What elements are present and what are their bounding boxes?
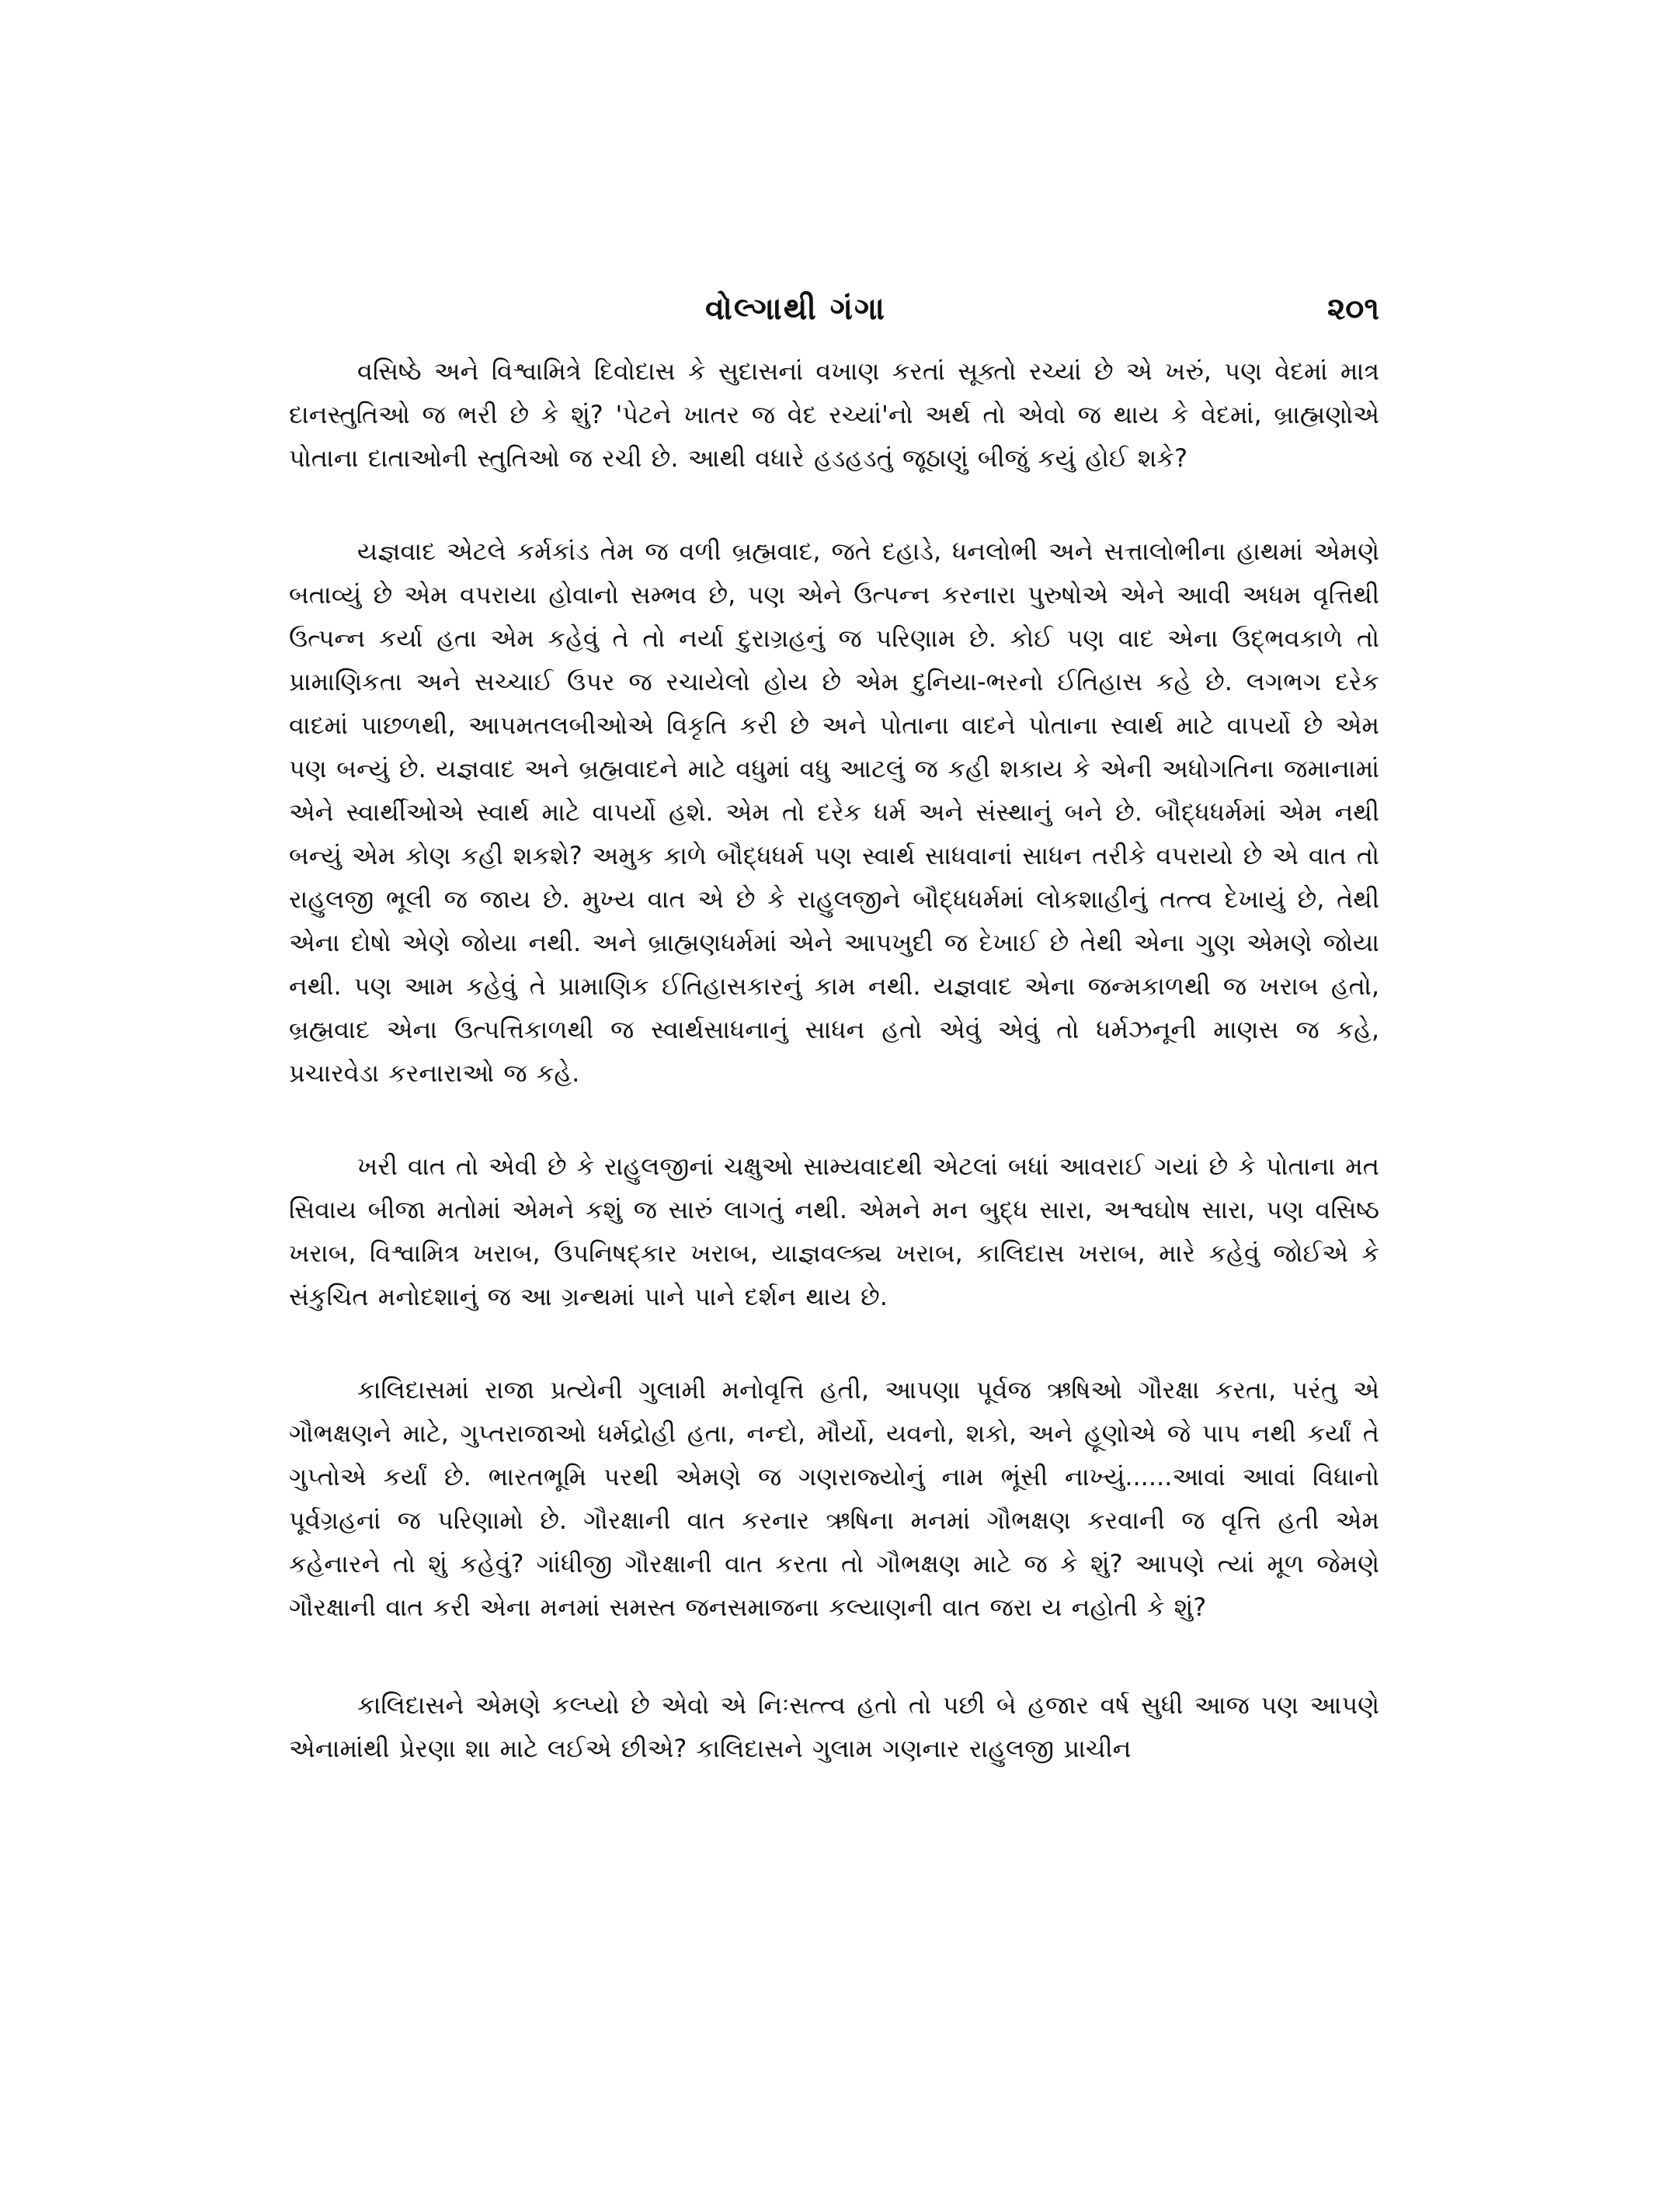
paragraph: યજ્ઞવાદ એટલે કર્મકાંડ તેમ જ વળી બ્રહ્મવાદ, જતે દહાડે, ધનલોભી અને સત્તાલોભીના હાથમાં એમણે બતાવ્યું છે એમ વપરાયા હોવાનો સમ્ભવ છે, પણ એને ઉત્પન્ન કરનારા પુરુષોએ એને આવી અધમ વૃત્તિથી ઉત્પન્ન કર્યા હતા એમ કહેવું તે તો નર્યા દુરાગ્રહનું જ પરિણામ છે. કોઈ પણ વાદ એના ઉદ્ભવકાળે તો પ્રામાણિકતા અને સચ્ચાઈ ઉપર જ રચાયેલો હોય છે એમ દુનિયા-ભરનો ઈતિહાસ કહે છે. લગભગ દરેક વાદમાં પાછળથી, આપમતલબીઓએ વિકૃતિ કરી છે અને પોતાના વાદને પોતાના સ્વાર્થ માટે વાપર્યો છે એમ પણ બન્યું છે. યજ્ઞવાદ અને બ્રહ્મવાદને માટે વધુમાં વધુ આટલું જ કહી શકાય કે એની અધોગતિના જમાનામાં એને સ્વાર્થીઓએ સ્વાર્થ માટે વાપર્યો હશે. એમ તો દરેક ધર્મ અને સંસ્થાનું બને છે. બૌદ્ધધર્મમાં એમ નથી બન્યું એમ કોણ કહી શકશે? અમુક કાળે બૌદ્ધધર્મ પણ સ્વાર્થ સાધવાનાં સાધન તરીકે વપરાયો છે એ વાત તો રાહુલજી ભૂલી જ જાય છે. મુખ્ય વાત એ છે કે રાહુલજીને બૌદ્ધધર્મમાં લોકશાહીનું તત્ત્વ દેખાયું છે, તેથી એના દોષો એણે જોયા નથી. અને બ્રાહ્મણધર્મમાં એને આપખુદી જ દેખાઈ છે તેથી એના ગુણ એમણે જોયા નથી. પણ આમ કહેવું તે પ્રામાણિક ઈતિહાસકારનું કામ નથી. યજ્ઞવાદ એના જન્મકાળથી જ ખરાબ હતો, બ્રહ્મવાદ એના ઉત્પત્તિકાળથી જ સ્વાર્થસાધનાનું સાધન હતો એવું એવું તો ધર્મઝનૂની માણસ જ કહે, પ્રચારવેડા કરનારાઓ જ કહે. (289, 537, 1379, 1088)
paragraph: કાલિદાસમાં રાજા પ્રત્યેની ગુલામી મનોવૃત્તિ હતી, આપણા પૂર્વજ ઋષિઓ ગૌરક્ષા કરતા, પરંતુ એ ગૌભક્ષણને માટે, ગુપ્તરાજાઓ ધર્મદ્રોહી હતા, નન્દો, મૌર્યો, યવનો, શકો, અને હૂણોએ જે પાપ નથી કર્યાં તે ગુપ્તોએ કર્યાં છે. ભારતભૂમિ પરથી એમણે જ ગણરાજ્યોનું નામ ભૂંસી નાખ્યું......આવાં આવાં વિધાનો પૂર્વગ્રહનાં જ પરિણામો છે. ગૌરક્ષાની વાત કરનાર ઋષિના મનમાં ગૌભક્ષણ કરવાની જ વૃત્તિ હતી એમ કહેનારને તો શું કહેવું? ગાંધીજી ગૌરક્ષાની વાત કરતા તો ગૌભક્ષણ માટે જ કે શું? આપણે ત્યાં મૂળ જેમણે ગૌરક્ષાની વાત કરી એના મનમાં સમસ્ત જનસમાજના કલ્યાણની વાત જરા ય નહોતી કે શું? (289, 1375, 1380, 1622)
page-number: ૨૦૧ (1327, 291, 1379, 327)
paragraph: કાલિદાસને એમણે કલ્પ્યો છે એવો એ નિઃસત્ત્વ હતો તો પછી બે હજાર વર્ષ સુધી આજ પણ આપણે એનામાંથી પ્રેરણા શા માટે લઈએ છીએ? કાલિદાસને ગુલામ ગણનાર રાહુલજી પ્રાચીન (289, 1690, 1379, 1763)
page-header (332, 291, 1379, 346)
body-text (289, 349, 1379, 1820)
paragraph: વસિષ્ઠે અને વિશ્વામિત્રે દિવોદાસ કે સુદાસનાં વખાણ કરતાં સૂક્તો રચ્યાં છે એ ખરું, પણ વેદમાં માત્ર દાનસ્તુતિઓ જ ભરી છે કે શું? 'પેટને ખાતર જ વેદ રચ્યાં'નો અર્થ તો એવો જ થાય કે વેદમાં, બ્રાહ્મણોએ પોતાના દાતાઓની સ્તુતિઓ જ રચી છે. આથી વધારે હડહડતું જૂઠાણું બીજું કયું હોઈ શકે? (289, 356, 1379, 473)
running-title: વોલ્ગાથી ગંગા (705, 291, 886, 327)
paragraph: ખરી વાત તો એવી છે કે રાહુલજીનાં ચક્ષુઓ સામ્યવાદથી એટલાં બધાં આવરાઈ ગયાં છે કે પોતાના મત સિવાય બીજા મતોમાં એમને કશું જ સારું લાગતું નથી. એમને મન બુદ્ધ સારા, અશ્વઘોષ સારા, પણ વસિષ્ઠ ખરાબ, વિશ્વામિત્ર ખરાબ, ઉપનિષદ્કાર ખરાબ, યાજ્ઞવલ્ક્ય ખરાબ, કાલિદાસ ખરાબ, મારે કહેવું જોઈએ કે સંકુચિત મનોદશાનું જ આ ગ્રન્થમાં પાને પાને દર્શન થાય છે. (289, 1151, 1379, 1311)
